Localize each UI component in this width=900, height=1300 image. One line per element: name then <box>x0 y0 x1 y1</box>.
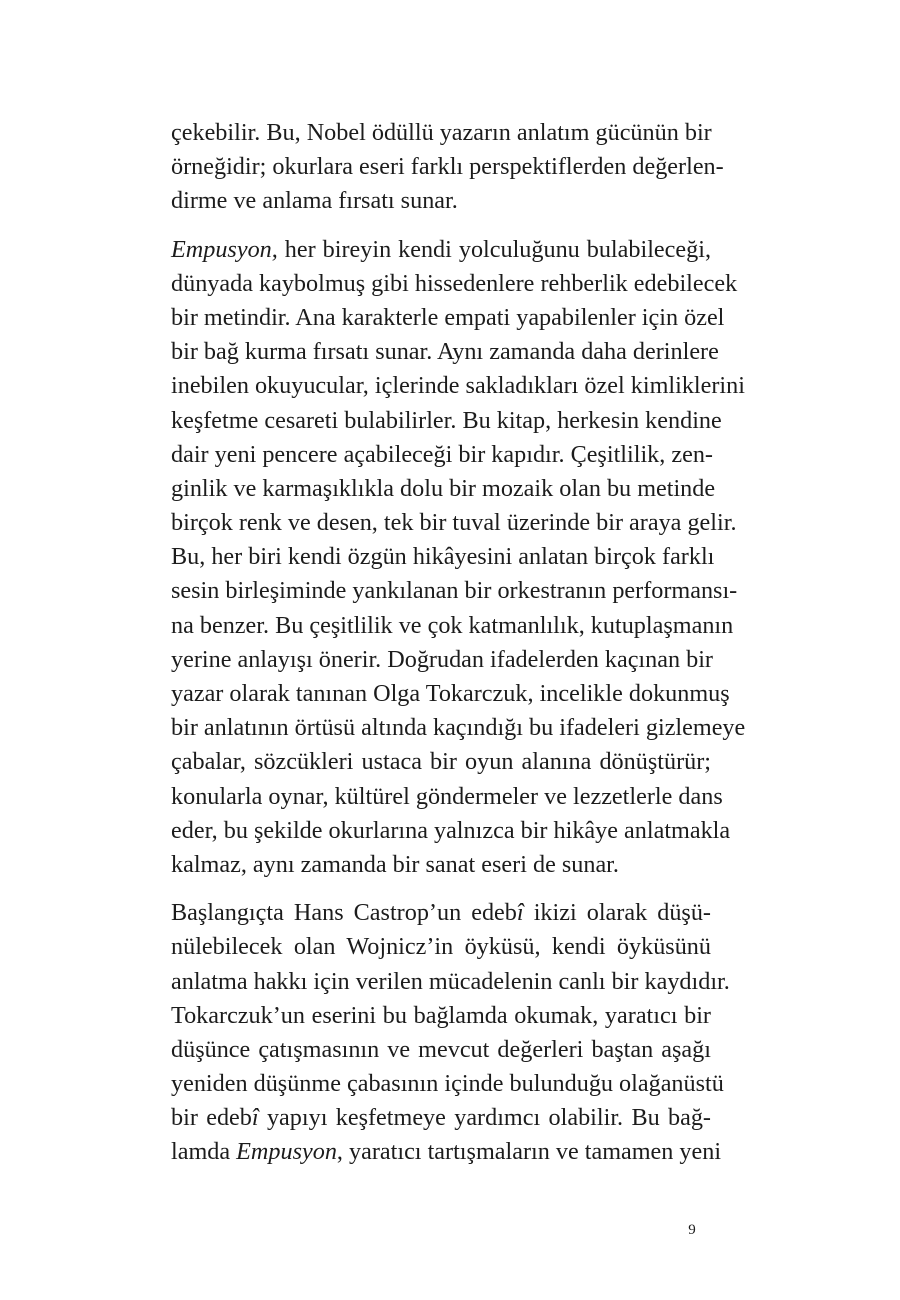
text-line <box>171 150 724 184</box>
paragraph-gap <box>171 219 711 233</box>
page-number: 9 <box>688 1222 696 1238</box>
text-line <box>171 745 711 779</box>
text-segment: bir anlatının örtüsü altında kaçındığı bu ifadeleri gizlemeye <box>171 714 746 742</box>
text-segment: , yaratıcı tartışmaların ve tamamen yeni <box>336 1138 722 1166</box>
text-line <box>171 369 745 403</box>
text-segment: dünyada kaybolmuş gibi hissedenlere rehberlik edebilecek <box>171 269 738 297</box>
text-segment: çekebilir. Bu, Nobel ödüllü yazarın anlatım gücünün bir <box>171 119 712 146</box>
text-line <box>171 267 738 301</box>
text-segment: Tokarczuk’un eserini bu bağlamda okumak, yaratıcı bir <box>171 1001 711 1029</box>
text-line <box>171 896 711 930</box>
text-line <box>171 438 711 472</box>
text-segment: dirme ve anlama fırsatı sunar. <box>171 187 458 215</box>
text-segment: Bu, her biri kendi özgün hikâyesini anlatan birçok farklı <box>171 543 715 571</box>
text-line <box>171 1033 711 1067</box>
text-line <box>171 711 746 745</box>
text-segment: yapıyı keşfetmeye yardımcı olabilir. Bu bağ- <box>258 1104 711 1132</box>
text-line <box>171 301 725 335</box>
text-line <box>171 116 711 150</box>
text-segment: konularla oynar, kültürel göndermeler ve lezzetlerle dans <box>171 782 723 810</box>
text-segment: inebilen okuyucular, içlerinde sakladıkları özel kimliklerini <box>171 372 745 400</box>
text-segment: bir edeb <box>171 1104 252 1132</box>
text-segment: örneğidir; okurlara eseri farklı perspektiflerden değerlen- <box>171 153 724 181</box>
text-line <box>171 848 711 882</box>
text-line <box>171 184 711 218</box>
text-line <box>171 540 715 574</box>
text-segment: bir bağ kurma fırsatı sunar. Aynı zamanda daha derinlere <box>171 338 719 366</box>
text-line <box>171 643 711 677</box>
text-segment: Başlangıçta Hans Castrop’un edeb <box>171 899 517 927</box>
text-line <box>171 930 711 964</box>
text-segment: kalmaz, aynı zamanda bir sanat eseri de sunar. <box>171 850 619 878</box>
text-line <box>171 1101 711 1135</box>
italic-text: Empusyon <box>236 1138 337 1166</box>
text-segment: yazar olarak tanınan Olga Tokarczuk, incelikle dokunmuş <box>171 680 730 707</box>
text-line <box>171 999 711 1033</box>
text-line <box>171 404 722 438</box>
text-segment: düşünce çatışmasının ve mevcut değerleri baştan aşağı <box>171 1035 711 1063</box>
text-segment: ginlik ve karmaşıklıkla dolu bir mozaik olan bu metinde <box>171 474 716 502</box>
text-line <box>171 814 731 848</box>
text-segment: keşfetme cesareti bulabilirler. Bu kitap, herkesin kendine <box>171 406 722 434</box>
paragraph <box>171 233 746 883</box>
text-segment: her bireyin kendi yolculuğunu bulabileceği, <box>277 235 711 263</box>
text-segment: ikizi olarak düşü- <box>523 899 711 927</box>
text-segment: birçok renk ve desen, tek bir tuval üzerinde bir araya gelir. <box>171 509 737 537</box>
text-segment: eder, bu şekilde okurlarına yalnızca bir hikâye anlatmakla <box>171 816 731 844</box>
text-line <box>171 965 730 999</box>
italic-text: î <box>251 1104 259 1132</box>
paragraph <box>171 116 724 219</box>
text-segment: lamda <box>171 1138 237 1166</box>
text-segment: bir metindir. Ana karakterle empati yapabilenler için özel <box>171 303 725 331</box>
text-segment: dair yeni pencere açabileceği bir kapıdır. Çeşitlilik, zen- <box>171 440 713 468</box>
paragraph-gap <box>171 882 711 896</box>
text-line <box>171 335 719 369</box>
text-line <box>171 780 723 814</box>
text-segment: çabalar, sözcükleri ustaca bir oyun alanına dönüştürür; <box>171 748 711 776</box>
text-line <box>171 677 730 711</box>
italic-text: Empusyon, <box>171 235 278 263</box>
text-line <box>171 506 737 540</box>
text-segment: yerine anlayışı önerir. Doğrudan ifadelerden kaçınan bir <box>171 645 713 673</box>
text-line <box>171 574 738 608</box>
text-segment: yeniden düşünme çabasının içinde bulunduğu olağanüstü <box>171 1070 724 1098</box>
paragraph <box>171 896 730 1170</box>
text-line <box>171 472 716 506</box>
text-line <box>171 233 711 267</box>
text-segment: sesin birleşiminde yankılanan bir orkestranın performansı- <box>171 577 738 605</box>
text-line <box>171 1067 724 1101</box>
text-segment: nülebilecek olan Wojnicz’in öyküsü, kendi öyküsünü <box>171 933 711 961</box>
italic-text: î <box>516 899 524 927</box>
text-segment: anlatma hakkı için verilen mücadelenin canlı bir kaydıdır. <box>171 967 730 995</box>
text-segment: na benzer. Bu çeşitlilik ve çok katmanlılık, kutuplaşmanın <box>171 611 734 639</box>
text-line <box>171 1135 722 1169</box>
body-text <box>171 116 746 1170</box>
text-line <box>171 609 734 643</box>
